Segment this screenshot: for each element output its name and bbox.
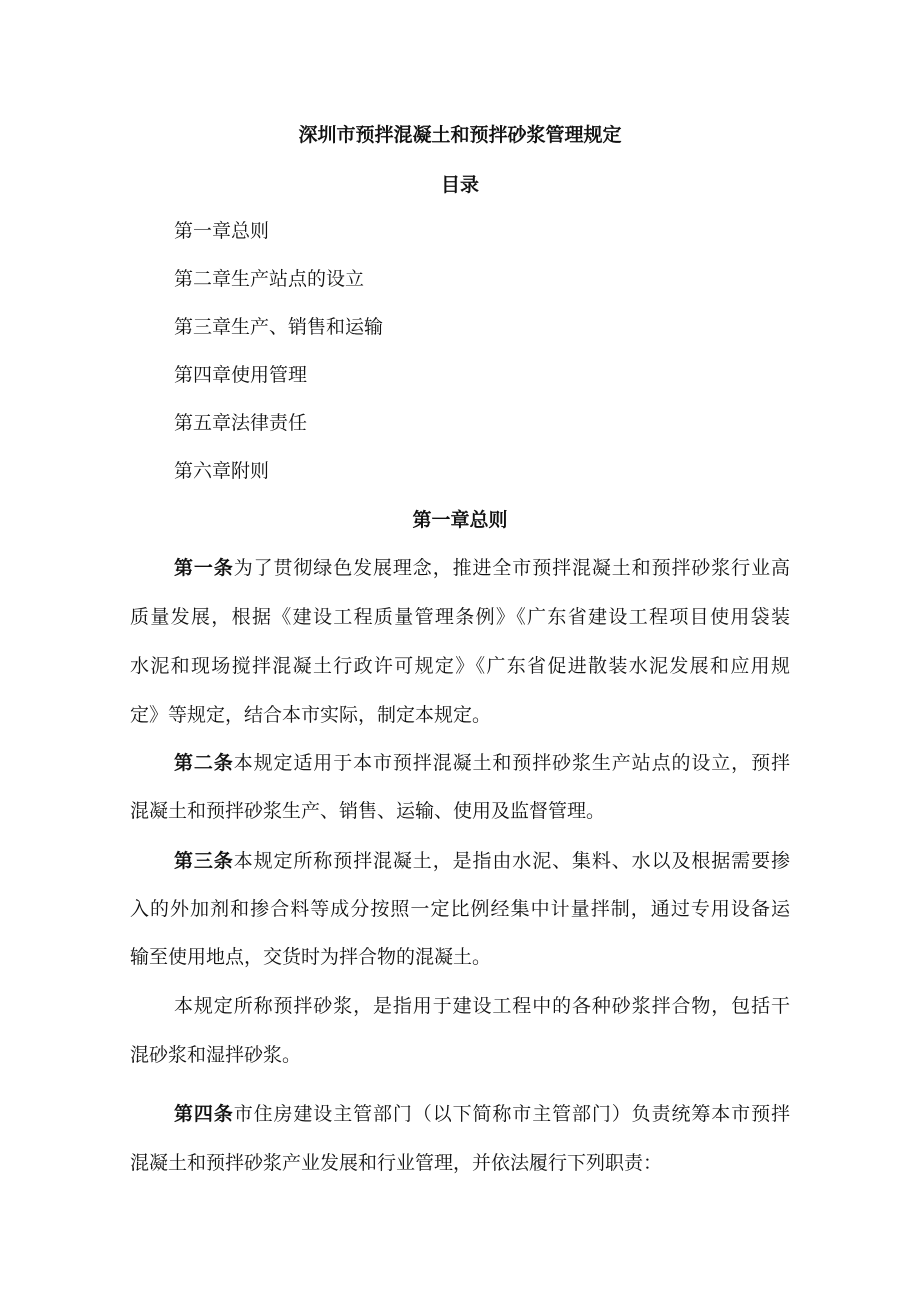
- paragraph-line: 入的外加剂和掺合料等成分按照一定比例经集中计量拌制，通过专用设备运: [130, 898, 790, 920]
- paragraph-line: 输至使用地点，交货时为拌合物的混凝土。: [130, 946, 492, 968]
- article-label: 第二条: [174, 752, 234, 774]
- toc-item: 第六章附则: [174, 460, 270, 482]
- paragraph-line: 混凝土和预拌砂浆产业发展和行业管理，并依法履行下列职责：: [130, 1152, 663, 1174]
- paragraph-line: [174, 751, 790, 775]
- paragraph-line: 水泥和现场搅拌混凝土行政许可规定》《广东省促进散装水泥发展和应用规: [130, 655, 790, 677]
- paragraph-line: 混凝土和预拌砂浆生产、销售、运输、使用及监督管理。: [130, 800, 606, 822]
- paragraph-text: 为了贯彻绿色发展理念，推进全市预拌混凝土和预拌砂浆行业高: [233, 557, 790, 579]
- chapter-heading: 第一章总则: [412, 509, 508, 531]
- paragraph-line: 定》等规定，结合本市实际，制定本规定。: [130, 704, 492, 726]
- toc-item: 第一章总则: [174, 220, 270, 242]
- document-title: 深圳市预拌混凝土和预拌砂浆管理规定: [298, 124, 622, 146]
- toc-item: 第二章生产站点的设立: [174, 268, 365, 290]
- paragraph-text: 市住房建设主管部门（以下简称市主管部门）负责统筹本市预拌: [233, 1103, 790, 1125]
- article-label: 第三条: [174, 850, 234, 872]
- paragraph-text: 本规定所称预拌混凝土，是指由水泥、集料、水以及根据需要掺: [233, 850, 790, 872]
- toc-heading: 目录: [440, 174, 479, 196]
- article-label: 第四条: [174, 1103, 234, 1125]
- toc-item: 第五章法律责任: [174, 412, 308, 434]
- paragraph-line: 本规定所称预拌砂浆，是指用于建设工程中的各种砂浆拌合物，包括干: [174, 995, 790, 1017]
- paragraph-line: [174, 1102, 790, 1126]
- paragraph-line: [174, 556, 790, 580]
- toc-item: 第四章使用管理: [174, 364, 308, 386]
- paragraph-line: [174, 849, 790, 873]
- toc-item: 第三章生产、销售和运输: [174, 316, 384, 338]
- paragraph-line: 混砂浆和湿拌砂浆。: [130, 1044, 302, 1066]
- article-label: 第一条: [174, 557, 234, 579]
- paragraph-text: 本规定适用于本市预拌混凝土和预拌砂浆生产站点的设立，预拌: [233, 752, 790, 774]
- paragraph-line: 质量发展，根据《建设工程质量管理条例》《广东省建设工程项目使用袋装: [130, 606, 790, 628]
